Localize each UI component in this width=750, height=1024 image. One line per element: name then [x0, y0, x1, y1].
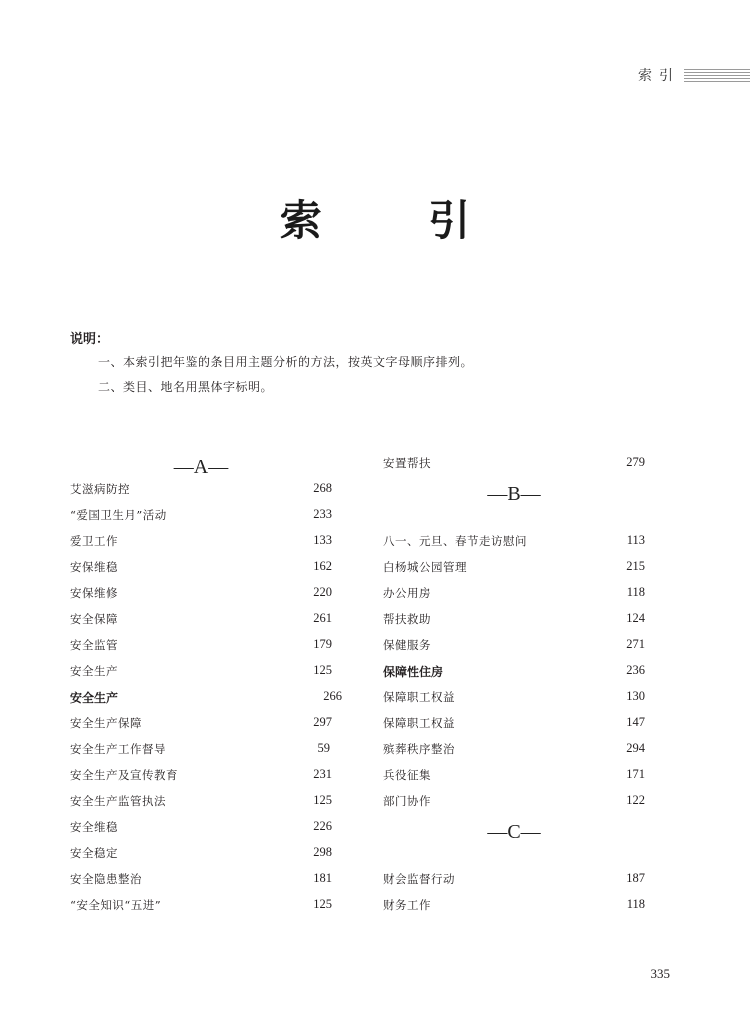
index-term: 安保维修	[70, 586, 118, 600]
index-term: 八一、元旦、春节走访慰问	[383, 534, 527, 548]
index-page-number: 122	[626, 793, 645, 807]
index-term: 安全生产保障	[70, 716, 142, 730]
index-entry	[383, 767, 645, 787]
index-term-bold: 安全生产	[70, 691, 119, 705]
index-page-number: 220	[313, 585, 332, 599]
index-page-number: 59	[317, 741, 330, 755]
index-page-number: 215	[626, 559, 645, 573]
index-term: 爱卫工作	[70, 534, 118, 548]
index-page-number: 124	[626, 611, 645, 625]
index-term: 办公用房	[383, 586, 431, 600]
index-entry	[383, 871, 645, 891]
index-term: “爱国卫生月”活动	[70, 508, 167, 522]
index-page-number: 133	[313, 533, 332, 547]
index-term: 殡葬秩序整治	[383, 742, 455, 756]
page-folio: 335	[650, 966, 670, 981]
index-entry	[383, 559, 645, 579]
section-heading-a: —A—	[173, 456, 229, 478]
index-page-number: 125	[313, 663, 332, 677]
index-entry	[383, 741, 645, 761]
index-entry	[383, 897, 645, 917]
index-page-number: 231	[313, 767, 332, 781]
index-term-bold: 保障性住房	[383, 665, 444, 679]
index-entry	[70, 637, 332, 657]
index-term: 安全生产及宣传教育	[70, 768, 178, 782]
index-page-number: 268	[313, 481, 332, 495]
page-title: 索 引	[279, 196, 517, 245]
index-term: 安全保障	[70, 612, 118, 626]
index-entry	[70, 793, 332, 813]
index-entry	[383, 793, 645, 813]
index-entry-category	[383, 663, 645, 683]
index-term: 保健服务	[383, 638, 431, 652]
index-term: 安全维稳	[70, 820, 118, 834]
notes-heading: 说明：	[70, 332, 110, 347]
index-term: 白杨城公园管理	[383, 560, 467, 574]
index-page-number: 171	[626, 767, 645, 781]
index-page-number: 261	[313, 611, 332, 625]
index-entry	[70, 897, 332, 917]
index-term: 安全监管	[70, 638, 118, 652]
index-entry	[70, 507, 332, 527]
index-entry	[383, 585, 645, 605]
index-page-number: 181	[313, 871, 332, 885]
running-head-label: 索引	[638, 68, 680, 84]
index-entry	[383, 533, 645, 553]
index-page-number: 147	[626, 715, 645, 729]
index-page-number: 279	[626, 455, 645, 469]
index-entry	[70, 481, 332, 501]
index-page-number: 298	[313, 845, 332, 859]
section-heading-c: —C—	[487, 821, 541, 843]
index-entry	[70, 585, 332, 605]
index-term: 安置帮扶	[383, 456, 431, 470]
index-term: 艾滋病防控	[70, 482, 130, 496]
index-page-number: 179	[313, 637, 332, 651]
index-term: “安全知识“五进”	[70, 898, 162, 912]
index-page-number: 226	[313, 819, 332, 833]
index-page-number: 130	[626, 689, 645, 703]
index-entry	[383, 455, 645, 475]
index-entry	[70, 663, 332, 683]
index-entry	[70, 819, 332, 839]
index-entry	[70, 767, 332, 787]
index-page-number: 233	[313, 507, 332, 521]
index-entry	[70, 741, 332, 761]
index-term: 安全稳定	[70, 846, 118, 860]
index-page-number: 125	[313, 897, 332, 911]
index-term: 部门协作	[383, 794, 431, 808]
index-page-number: 187	[626, 871, 645, 885]
index-term: 财会监督行动	[383, 872, 455, 886]
index-entry	[383, 637, 645, 657]
index-term: 财务工作	[383, 898, 431, 912]
index-term: 安全生产	[70, 664, 118, 678]
index-page-number: 118	[626, 897, 645, 911]
index-entry-category	[70, 689, 342, 709]
index-page-number: 118	[626, 585, 645, 599]
index-page-number: 294	[626, 741, 645, 755]
section-heading-b: —B—	[487, 483, 541, 505]
index-entry	[70, 871, 332, 891]
index-term: 安全生产监管执法	[70, 794, 166, 808]
index-page-number: 113	[626, 533, 645, 547]
index-entry	[70, 559, 332, 579]
index-entry	[70, 845, 332, 865]
index-page-number: 297	[313, 715, 332, 729]
index-page-number: 236	[626, 663, 645, 677]
running-head	[638, 66, 750, 84]
index-term: 帮扶救助	[383, 612, 431, 626]
index-entry	[383, 611, 645, 631]
index-term: 保障职工权益	[383, 716, 455, 730]
note-item: 二、类目、地名用黑体字标明。	[98, 380, 274, 394]
index-entry	[70, 715, 332, 735]
index-page-number: 162	[313, 559, 332, 573]
index-term: 安保维稳	[70, 560, 118, 574]
index-page-number: 125	[313, 793, 332, 807]
index-term: 安全隐患整治	[70, 872, 142, 886]
index-entry	[70, 611, 332, 631]
index-entry	[383, 689, 645, 709]
index-term: 安全生产工作督导	[70, 742, 166, 756]
index-entry	[70, 533, 332, 553]
index-entry	[383, 715, 645, 735]
running-head-rules	[684, 69, 750, 82]
index-term: 保障职工权益	[383, 690, 455, 704]
note-item: 一、本索引把年鉴的条目用主题分析的方法，按英文字母顺序排列。	[98, 355, 474, 369]
index-page-number: 271	[626, 637, 645, 651]
index-term: 兵役征集	[383, 768, 431, 782]
index-page-number: 266	[323, 689, 342, 703]
